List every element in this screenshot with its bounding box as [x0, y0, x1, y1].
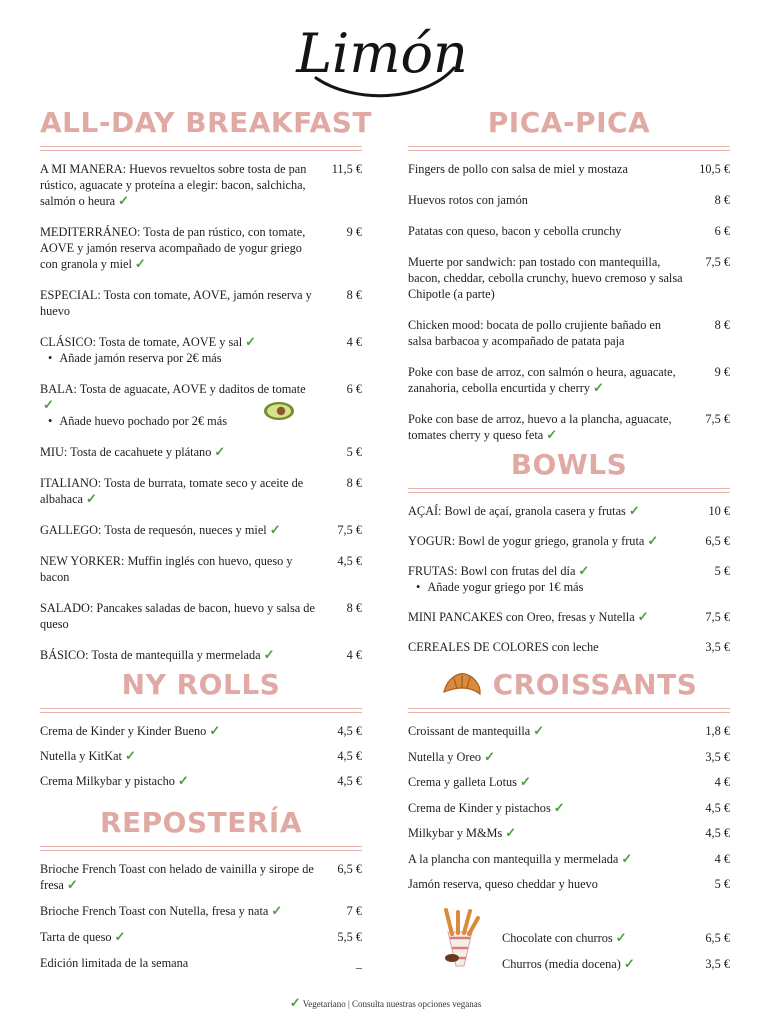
- menu-item-row: [40, 224, 362, 272]
- menu-item-row: [408, 192, 730, 208]
- menu-item: [502, 956, 730, 972]
- vegetarian-leaf-icon: [86, 494, 97, 504]
- menu-item-name: [408, 503, 692, 519]
- menu-item-row: [40, 723, 362, 739]
- menu-item-name-text: Crema de Kinder y pistachos: [408, 800, 551, 815]
- menu-item-price: 6 €: [346, 382, 362, 396]
- menu-item-price: 4,5 €: [337, 554, 362, 568]
- menu-item-row: [40, 647, 362, 663]
- menu-item-row: [40, 903, 362, 919]
- menu-item-price: 3,5 €: [705, 749, 730, 764]
- menu-item: [408, 503, 730, 519]
- menu-item-name: [40, 723, 324, 739]
- menu-item-name: [40, 287, 324, 319]
- section-divider: [408, 488, 730, 493]
- menu-item-name-text: Patatas con queso, bacon y cebolla crunchy: [408, 224, 622, 238]
- vegetarian-leaf-icon: [118, 196, 129, 206]
- menu-item-row: [408, 317, 730, 349]
- menu-item-name-text: Brioche French Toast con helado de vainilla y sirope de fresa: [40, 862, 314, 892]
- vegetarian-leaf-icon: [125, 751, 136, 761]
- menu-item-name: [408, 825, 692, 841]
- menu-item-name: [40, 929, 324, 945]
- menu-item: [40, 553, 362, 585]
- menu-item-name: [40, 773, 324, 789]
- menu-item-row: [40, 381, 362, 413]
- reposteria-list: [40, 861, 362, 971]
- menu-item-name-text: Poke con base de arroz, huevo a la plancha, aguacate, tomates cherry y queso feta: [408, 412, 672, 442]
- menu-item-name-text: NEW YORKER: Muffin inglés con huevo, queso y bacon: [40, 554, 293, 584]
- menu-item-name: [408, 411, 692, 443]
- section-divider: [408, 146, 730, 151]
- vegetarian-leaf-icon: [264, 650, 275, 660]
- vegetarian-leaf-icon: [135, 259, 146, 269]
- menu-item-name: [408, 749, 692, 765]
- menu-item-name-text: MIU: Tosta de cacahuete y plátano: [40, 445, 212, 459]
- menu-item-name: [40, 600, 324, 632]
- vegetarian-leaf-icon: [484, 752, 495, 762]
- menu-item-row: [40, 748, 362, 764]
- menu-item: [40, 773, 362, 789]
- vegetarian-leaf-icon: [621, 854, 632, 864]
- section-bowls: [408, 448, 730, 655]
- section-divider: [408, 708, 730, 713]
- menu-item-row: [408, 851, 730, 867]
- menu-item-price: 3,5 €: [705, 957, 730, 971]
- menu-item-name: [408, 851, 692, 867]
- menu-item-name-text: CLÁSICO: Tosta de tomate, AOVE y sal: [40, 335, 243, 349]
- menu-item: [408, 192, 730, 208]
- menu-item: [408, 223, 730, 239]
- menu-item-name-text: Croissant de mantequilla: [408, 724, 531, 738]
- menu-item: [40, 522, 362, 538]
- menu-item-name-text: Churros (media docena): [502, 957, 621, 971]
- menu-item-price: 8 €: [346, 601, 362, 615]
- vegetarian-leaf-icon: [115, 932, 126, 942]
- menu-item-row: [408, 825, 730, 841]
- menu-item-price: 4,5 €: [337, 749, 362, 763]
- menu-item-name-text: Nutella y Oreo: [408, 749, 482, 764]
- menu-item: [408, 851, 730, 867]
- menu-item-row: [408, 639, 730, 655]
- menu-item-name-text: Chocolate con churros: [502, 931, 613, 945]
- menu-item-row: [40, 929, 362, 945]
- menu-item-name: [40, 748, 324, 764]
- menu-item-price: 7,5 €: [705, 255, 730, 269]
- menu-item-name: [502, 956, 692, 972]
- footer-text: Vegetariano | Consulta nuestras opciones veganas: [302, 999, 482, 1009]
- menu-item-name-text: Edición limitada de la semana: [40, 956, 189, 970]
- menu-item-row: [40, 600, 362, 632]
- menu-item: [408, 317, 730, 349]
- menu-item-name: [408, 364, 692, 396]
- menu-item-row: [408, 161, 730, 177]
- vegetarian-leaf-icon: [546, 430, 557, 440]
- menu-item-addon: • Añade jamón reserva por 2€ más: [40, 350, 362, 366]
- menu-item-name-text: Fingers de pollo con salsa de miel y mostaza: [408, 162, 628, 176]
- vegetarian-leaf-icon: [554, 803, 565, 813]
- menu-item-name: [40, 522, 324, 538]
- menu-item-row: [40, 861, 362, 893]
- menu-item-price: 6,5 €: [705, 534, 730, 548]
- menu-item-price: 8 €: [346, 288, 362, 302]
- vegetarian-leaf-icon: [624, 959, 635, 969]
- menu-item-name: [408, 533, 692, 549]
- menu-item: [408, 825, 730, 841]
- menu-item-name: [40, 475, 324, 507]
- menu-item-row: [40, 553, 362, 585]
- menu-item: [502, 930, 730, 946]
- menu-item: [40, 748, 362, 764]
- section-title-bowls: BOWLS: [510, 448, 628, 481]
- menu-item-name: [40, 224, 324, 272]
- menu-item-name-text: Nutella y KitKat: [40, 749, 122, 763]
- menu-item-price: 7,5 €: [337, 523, 362, 537]
- menu-item-row: [40, 444, 362, 460]
- churros-icon: [436, 908, 484, 972]
- vegetarian-leaf-icon: [647, 536, 658, 546]
- menu-item-name: [408, 876, 692, 892]
- menu-item-name-text: MINI PANCAKES con Oreo, fresas y Nutella: [408, 610, 635, 624]
- menu-item-name: [408, 800, 692, 816]
- menu-item-name-text: YOGUR: Bowl de yogur griego, granola y fruta: [408, 534, 645, 548]
- menu-item-price: 1,8 €: [705, 724, 730, 738]
- menu-item-name-text: A MI MANERA: Huevos revueltos sobre tosta de pan rústico, aguacate y proteína a elegir: bacon, salchicha, salmón o heura: [40, 162, 307, 208]
- churros-list: [502, 930, 730, 972]
- menu-item-name: [408, 161, 692, 177]
- menu-item-price: 8 €: [714, 193, 730, 207]
- menu-item-price: 8 €: [714, 318, 730, 332]
- menu-item-name: [408, 192, 692, 208]
- menu-item-price: 4,5 €: [337, 724, 362, 738]
- menu-item: [408, 364, 730, 396]
- menu-item: [408, 876, 730, 892]
- section-title-reposteria: REPOSTERÍA: [99, 806, 303, 839]
- avocado-icon: [262, 400, 296, 422]
- menu-item-name-text: BÁSICO: Tosta de mantequilla y mermelada: [40, 648, 261, 662]
- menu-item-row: [408, 800, 730, 816]
- section-title-breakfast: ALL-DAY BREAKFAST: [40, 106, 372, 139]
- menu-item-name: [408, 639, 692, 655]
- menu-item-row: [40, 955, 362, 971]
- menu-item-name: [40, 553, 324, 585]
- menu-item-price: 9 €: [714, 365, 730, 379]
- menu-item-name-text: Chicken mood: bocata de pollo crujiente bañado en salsa barbacoa y acompañado de patata paja: [408, 318, 662, 348]
- menu-item-name-text: SALADO: Pancakes saladas de bacon, huevo y salsa de queso: [40, 601, 315, 631]
- menu-item-row: [408, 723, 730, 739]
- menu-item: [408, 639, 730, 655]
- breakfast-list: [40, 161, 362, 663]
- menu-item-price: 5 €: [714, 877, 730, 891]
- menu-item: [408, 411, 730, 443]
- section-reposteria: [40, 806, 362, 971]
- menu-item-price: 7 €: [346, 904, 362, 918]
- vegetarian-leaf-icon: [290, 998, 301, 1008]
- menu-item-price: 5 €: [714, 564, 730, 578]
- menu-item-name: [40, 647, 324, 663]
- menu-item-row: [408, 609, 730, 625]
- footer: [0, 998, 768, 1009]
- menu-item-name-text: GALLEGO: Tosta de requesón, nueces y miel: [40, 523, 267, 537]
- menu-item-name-text: BALA: Tosta de aguacate, AOVE y daditos de tomate: [40, 382, 306, 396]
- croissants-title-row: [408, 668, 730, 702]
- menu-item-price: 10,5 €: [699, 162, 730, 176]
- menu-item-name-text: Muerte por sandwich: pan tostado con mantequilla, bacon, cheddar, cebolla crunchy, huevo cremoso y salsa Chipotle (a parte): [408, 255, 683, 301]
- menu-item-price: 4 €: [714, 775, 730, 789]
- menu-item-row: [408, 533, 730, 549]
- menu-item-name-text: Brioche French Toast con Nutella, fresa y nata: [40, 904, 269, 918]
- menu-item-row: [408, 563, 730, 579]
- menu-item-row: [408, 411, 730, 443]
- menu-item-name: [502, 930, 692, 946]
- menu-item-name-text: FRUTAS: Bowl con frutas del día: [408, 564, 576, 578]
- menu-item-row: [408, 364, 730, 396]
- menu-item: [40, 161, 362, 209]
- menu-item-name-text: Milkybar y M&Ms: [408, 826, 503, 840]
- menu-item-name: [40, 955, 324, 971]
- menu-item-name: [408, 317, 692, 349]
- vegetarian-leaf-icon: [505, 828, 516, 838]
- menu-item-name-text: MEDITERRÁNEO: Tosta de pan rústico, con tomate, AOVE y jamón reserva acompañado de yogur griego con granola y miel: [40, 225, 306, 271]
- vegetarian-leaf-icon: [593, 383, 604, 393]
- section-divider: [40, 708, 362, 713]
- menu-item-name: [408, 223, 692, 239]
- menu-item-row: [408, 223, 730, 239]
- section-churros: [408, 908, 730, 971]
- menu-item-name-text: ITALIANO: Tosta de burrata, tomate seco y aceite de albahaca: [40, 476, 304, 506]
- menu-item-name-text: CEREALES DE COLORES con leche: [408, 640, 599, 654]
- menu-item: [40, 600, 362, 632]
- menu-item: [40, 861, 362, 893]
- menu-item-name-text: AÇAÍ: Bowl de açaí, granola casera y frutas: [408, 504, 626, 518]
- menu-item-price: 6,5 €: [337, 862, 362, 876]
- menu-item-name-text: A la plancha con mantequilla y mermelada: [408, 851, 619, 866]
- section-title-croissants: CROISSANTS: [492, 668, 698, 701]
- menu-item: [40, 381, 362, 429]
- menu-item-name-text: Huevos rotos con jamón: [408, 193, 528, 207]
- bowls-list: [408, 503, 730, 655]
- section-title-nyrolls: NY ROLLS: [121, 668, 281, 701]
- menu-item-name: [40, 444, 324, 460]
- menu-item-price: 4,5 €: [705, 826, 730, 840]
- menu-item-row: [502, 930, 730, 946]
- menu-item-name-text: Jamón reserva, queso cheddar y huevo: [408, 877, 598, 891]
- menu-item-price: 7,5 €: [705, 610, 730, 624]
- section-breakfast: [40, 106, 372, 663]
- menu-item-price: 3,5 €: [705, 640, 730, 654]
- menu-item-row: [40, 334, 362, 350]
- menu-item: [408, 609, 730, 625]
- menu-item-name: [408, 609, 692, 625]
- logo: [0, 14, 768, 100]
- menu-item-row: [40, 522, 362, 538]
- picapica-list: [408, 161, 730, 443]
- vegetarian-leaf-icon: [67, 880, 78, 890]
- logo-text: Limón: [296, 22, 468, 85]
- menu-item: [408, 533, 730, 549]
- menu-item-row: [408, 774, 730, 790]
- vegetarian-leaf-icon: [178, 776, 189, 786]
- menu-item-name-text: ESPECIAL: Tosta con tomate, AOVE, jamón reserva y huevo: [40, 288, 312, 318]
- menu-item-row: [408, 876, 730, 892]
- section-nyrolls: [40, 668, 362, 789]
- section-divider: [40, 146, 362, 151]
- menu-item-price: 4 €: [346, 648, 362, 662]
- menu-item-name: [40, 334, 324, 350]
- menu-item-row: [40, 475, 362, 507]
- menu-item-price: 4 €: [714, 851, 730, 866]
- vegetarian-leaf-icon: [209, 726, 220, 736]
- menu-item: [408, 800, 730, 816]
- menu-item-name: [40, 903, 324, 919]
- menu-item-price: _: [355, 956, 362, 970]
- menu-item-addon: • Añade huevo pochado por 2€ más: [40, 413, 362, 429]
- vegetarian-leaf-icon: [638, 612, 649, 622]
- menu-item-name: [408, 774, 692, 790]
- menu-item: [40, 224, 362, 272]
- section-picapica: [408, 106, 730, 443]
- section-divider: [40, 846, 362, 851]
- menu-item: [408, 254, 730, 302]
- section-croissants: [408, 668, 730, 892]
- menu-item-name-text: Crema de Kinder y Kinder Bueno: [40, 724, 207, 738]
- menu-item: [40, 287, 362, 319]
- menu-item: [40, 334, 362, 366]
- menu-item: [408, 723, 730, 739]
- menu-item: [40, 444, 362, 460]
- menu-item: [408, 749, 730, 765]
- vegetarian-leaf-icon: [214, 447, 225, 457]
- vegetarian-leaf-icon: [270, 525, 281, 535]
- menu-item-row: [40, 161, 362, 209]
- menu-item: [40, 955, 362, 971]
- menu-item-row: [40, 773, 362, 789]
- vegetarian-leaf-icon: [245, 337, 256, 347]
- menu-item-name: [408, 723, 692, 739]
- menu-item-price: 4 €: [346, 335, 362, 349]
- vegetarian-leaf-icon: [533, 726, 544, 736]
- menu-item: [40, 929, 362, 945]
- menu-item-price: 8 €: [346, 476, 362, 490]
- vegetarian-leaf-icon: [629, 506, 640, 516]
- vegetarian-leaf-icon: [616, 933, 627, 943]
- menu-item: [40, 903, 362, 919]
- menu-item-price: 9 €: [346, 225, 362, 239]
- menu-item-price: 5,5 €: [337, 930, 362, 944]
- menu-item: [408, 161, 730, 177]
- menu-item-name-text: Crema Milkybar y pistacho: [40, 774, 175, 788]
- vegetarian-leaf-icon: [578, 566, 589, 576]
- menu-item-name: [408, 254, 692, 302]
- menu-item: [408, 774, 730, 790]
- menu-item: [40, 475, 362, 507]
- croissant-icon: [441, 670, 483, 700]
- menu-item-price: 4,5 €: [337, 774, 362, 788]
- nyrolls-list: [40, 723, 362, 789]
- menu-item: [40, 647, 362, 663]
- menu-item-row: [40, 287, 362, 319]
- vegetarian-leaf-icon: [271, 906, 282, 916]
- vegetarian-leaf-icon: [520, 777, 531, 787]
- menu-item-name-text: Tarta de queso: [40, 930, 112, 944]
- menu-item-row: [408, 749, 730, 765]
- menu-item-price: 4,5 €: [705, 800, 730, 815]
- menu-item: [40, 723, 362, 739]
- menu-item-name: [408, 563, 692, 579]
- menu-item-price: 6,5 €: [705, 931, 730, 945]
- menu-item-name-text: Crema y galleta Lotus: [408, 775, 517, 789]
- croissants-list: [408, 723, 730, 892]
- menu-item-row: [502, 956, 730, 972]
- menu-item-row: [408, 254, 730, 302]
- menu-item-name-text: Poke con base de arroz, con salmón o heura, aguacate, zanahoria, cebolla encurtida y cherry: [408, 365, 676, 395]
- menu-item-addon: • Añade yogur griego por 1€ más: [408, 579, 730, 595]
- menu-item-price: 7,5 €: [705, 412, 730, 426]
- menu-item-price: 5 €: [346, 445, 362, 459]
- menu-item: [408, 563, 730, 595]
- section-title-picapica: PICA-PICA: [487, 106, 651, 139]
- menu-item-name: [40, 161, 324, 209]
- menu-item-price: 11,5 €: [331, 162, 362, 176]
- menu-item-name: [40, 861, 324, 893]
- menu-item-price: 6 €: [714, 224, 730, 238]
- menu-item-price: 10 €: [708, 504, 730, 518]
- vegetarian-leaf-icon: [43, 400, 54, 410]
- menu-item-row: [408, 503, 730, 519]
